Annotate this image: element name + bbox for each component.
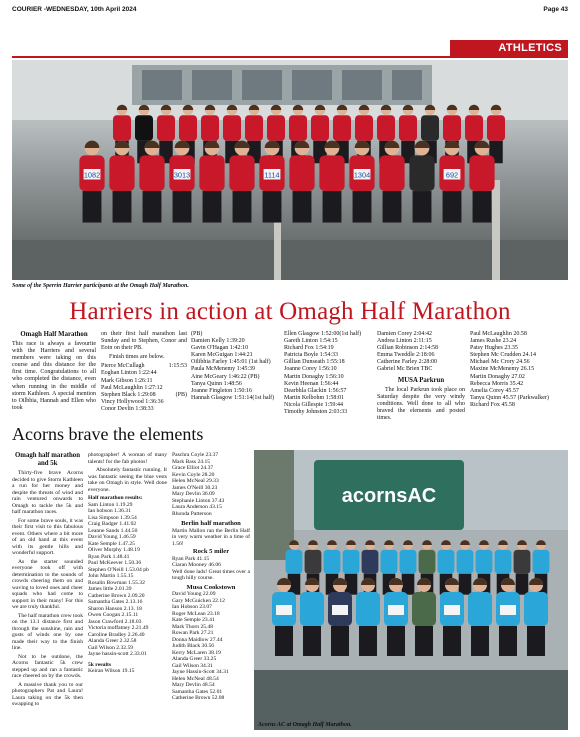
acorns-group-photo xyxy=(254,450,568,730)
runner-figure xyxy=(349,141,374,223)
results-list xyxy=(172,556,250,582)
runner-figure xyxy=(356,578,380,656)
result-line xyxy=(101,385,187,392)
result-line: Ian hobson 1.36.31 xyxy=(88,508,131,514)
result-line: David Young 1.46.59 xyxy=(88,534,136,540)
result-line: Martin Donaghy 27.02 xyxy=(470,373,525,380)
result-line: Stephen O'Neill 1.53.04 pb xyxy=(88,566,149,573)
result-line: James little 2.01.39 xyxy=(88,586,132,592)
result-line: Emma Tweddle 2:18:06 xyxy=(377,352,435,359)
section-rule xyxy=(12,56,568,58)
result-line: Jayne hassin-scott 2.33.01 xyxy=(88,651,147,657)
runner-figure xyxy=(300,578,324,656)
result-line: Hannah Glasgow 1:51:14(1st half) xyxy=(191,394,275,401)
result-line: John Martin 1.55.15 xyxy=(88,573,134,579)
result-line: Well done lads! Great times over a tough hilly course. xyxy=(172,568,250,581)
subhead-musa-cookstown: Musa Cookstown xyxy=(186,583,236,591)
results-list xyxy=(88,668,167,675)
results-list xyxy=(172,452,250,517)
page-header xyxy=(12,6,568,16)
results-list xyxy=(284,331,371,416)
section-label: ATHLETICS xyxy=(498,42,562,54)
result-line: Leanne Sands 1.44.50 xyxy=(88,527,138,534)
result-line: Nicola Gillespie 1:59:44 xyxy=(284,401,343,408)
result-line: Owen Coogan 2.15.11 xyxy=(88,612,139,618)
result-line: Michael Mc Crory 24.56 xyxy=(470,359,530,366)
race-bib-number: 1114 xyxy=(264,170,280,180)
result-line: Lisa Simpson 1.39.54 xyxy=(88,514,137,521)
result-line: Oliver Murphy 1.48.19 xyxy=(88,547,140,553)
result-line: Donna Maidlow 27.44 xyxy=(172,636,223,643)
result-line: Gabriel Mc Brien TBC xyxy=(377,366,433,373)
result-line: Gary McGuicken 22.12 xyxy=(172,597,225,604)
acorns-banner-text: acornsAC xyxy=(341,485,437,507)
article-paragraph: As the starter sounded everyone took off with determination to the sounds of crowds cheering them on and waving to loved ones and cheer squads who had come to support in their many! For this we are truly thankful. xyxy=(12,558,83,610)
subhead-rock-5: Rock 5 miler xyxy=(192,548,230,555)
acorns-paragraphs xyxy=(12,470,83,708)
result-line: Maxine McMenemy 26.15 xyxy=(470,366,535,373)
header-page-number: Page 43 xyxy=(543,6,568,13)
result-line: Samantha Gates 2.13.16 xyxy=(88,599,143,605)
result-line: Joanne Corey 1:56:10 xyxy=(284,366,337,373)
result-line: Caroline Bradley 2.26.40 xyxy=(88,631,145,638)
result-line: Keiran Wilson 19.15 xyxy=(88,668,135,674)
result-line: Damien Kelly 1:39:20 xyxy=(191,338,245,345)
result-line: Gavin O'Hagan 1:42:10 xyxy=(191,345,249,352)
result-line: Laura Anderson 43.15 xyxy=(172,504,222,510)
article-paragraph: Not to be outdone, the Acorns fantastic 5k crew stepped up and ran a fantastic race cheered on by the crowds. xyxy=(12,653,83,679)
result-line: Karen McGuigan 1:44:21 xyxy=(191,352,253,359)
result-line: Gillian Robinson 2:14:58 xyxy=(377,345,439,352)
result-line: Catherine Brown 52.08 xyxy=(172,695,225,701)
result-line: Samantha Gates 52.01 xyxy=(172,688,223,695)
result-text: Paul McLaughlin 1:27:12 xyxy=(101,384,163,391)
article-paragraph: Thirty-five brave Acorns decided to give Storm Kathleen a run for her money and despite the threats of wind and rain ventured onwards to Omagh to tackle the 5k and half marathon races. xyxy=(12,470,83,515)
acorns-col-1 xyxy=(12,452,83,710)
result-line: Patricia Boyle 1:54:33 xyxy=(284,352,338,359)
result-line: Roger McLean 23.18 xyxy=(172,610,220,617)
result-line: Gareth Linton 1:54:15 xyxy=(284,338,338,345)
article-paragraph: Martin Mallon ran the Berlin Half in very warm weather in a time of 1.56! xyxy=(172,527,250,547)
result-line: Kate Semple 23.41 xyxy=(172,617,215,623)
acorns-photo-caption: Acorns AC at Omagh Half Marathon. xyxy=(258,722,352,728)
result-line xyxy=(101,378,187,385)
result-line: Ian Hobson 23.07 xyxy=(172,604,212,610)
result-line: Kate Semple 1.47.25 xyxy=(88,540,135,547)
subhead-musa-parkrun: MUSA Parkrun xyxy=(397,376,445,384)
runner-figure xyxy=(109,141,134,223)
race-bib-number: 3013 xyxy=(173,170,191,180)
result-line xyxy=(101,406,187,413)
result-line: Victoria moffatney 2.21.49 xyxy=(88,625,149,631)
harriers-col-2 xyxy=(101,331,187,413)
result-line: Catherine Brown 2.09.20 xyxy=(88,592,145,599)
result-line: James Rushe 23.24 xyxy=(470,338,517,345)
runner-figure xyxy=(439,141,464,223)
result-line: Ellen Glasgow 1:52:00(1st half) xyxy=(284,331,362,337)
result-line: Alanda Greer 33.25 xyxy=(172,656,217,662)
result-line: Ryan Park 1.48.41 xyxy=(88,553,130,560)
result-line: Ciaran Mooney 46.06 xyxy=(172,562,221,568)
result-text: Stephen Black 1:29:08 xyxy=(101,391,156,398)
result-line: Martin Donaghy 1:56:10 xyxy=(284,373,344,380)
result-line: Mark Bass 24.15 xyxy=(172,458,211,465)
result-line: Patsy Hughes 23.35 xyxy=(470,345,518,352)
results-list xyxy=(470,331,568,409)
runner-figure xyxy=(457,540,474,595)
headline-acorns: Acorns brave the elements xyxy=(12,424,204,444)
results-list xyxy=(88,502,167,658)
article-paragraph: This race is always a favourite with the Harriers and several members were taking on this course and this distance for the first time. Congratulations to all who completed the distance, even when running in the middle of storm Kathleen. A special mention to Oilbhia, Hannah and Ellen who took xyxy=(12,341,96,411)
result-line: David Young 22.09 xyxy=(172,591,216,597)
result-line: Tanya Quinn 45.57 (Parkwalker) xyxy=(470,394,549,401)
result-line xyxy=(101,370,187,377)
result-line: Timothy Johnston 2:03:33 xyxy=(284,409,348,416)
result-line: Ryan Park 41.15 xyxy=(172,555,210,562)
result-line: Stephanie Linton 37.43 xyxy=(172,497,225,504)
result-line: Grace Elliot 24.37 xyxy=(172,465,214,471)
result-line: Dearbhla Glackin 1:56:57 xyxy=(284,387,347,394)
acorns-col-3 xyxy=(172,452,250,702)
harriers-col-3 xyxy=(191,331,279,402)
article-paragraph: Absolutely fantastic running. It was fantastic seeing the blue vests take on Omagh in style. Well done everyone. xyxy=(88,467,167,493)
result-line: Rosalin Bowman 1.55.32 xyxy=(88,579,145,586)
section-band xyxy=(450,40,568,56)
result-text: Conor Devlin 1:38:33 xyxy=(101,405,154,412)
article-paragraph: For some brave souls, it was their first visit to this fabulous event. Others where a bit more of an old hand at this event with its gentle hills and wonderful support. xyxy=(12,517,83,556)
subhead-omagh-half: Omagh Half Marathon xyxy=(20,331,88,338)
result-line: Catherine Farley 2:28:00 xyxy=(377,359,437,366)
results-list xyxy=(101,363,187,413)
result-line: Aine McGeary 1:46:22 (PB) xyxy=(191,373,260,380)
result-line: Helen McNeal 48.54 xyxy=(172,675,219,682)
result-line: Rhonda Patterson xyxy=(172,510,212,517)
result-line: Craig Badger 1.41.02 xyxy=(88,521,137,527)
results-list xyxy=(377,331,465,374)
result-line: Judith Black 30.56 xyxy=(172,643,215,649)
results-list xyxy=(191,331,279,402)
result-text: Vincy Hollywood 1:36:36 xyxy=(101,398,164,405)
result-line: Richard Fox 45.58 xyxy=(470,401,515,408)
result-line: Mary Devlin 48.54 xyxy=(172,682,215,688)
result-line: Amelia Corey 45.57 xyxy=(470,387,519,394)
result-line: Damien Corey 2:04:42 xyxy=(377,331,432,337)
article-paragraph: photographer! A woman of many talents! for the fab photos! xyxy=(88,452,167,465)
result-line: Sam Linton 1.19.29 xyxy=(88,501,133,508)
article-paragraph: on their first half marathon last Sunday and to Stephen, Conor and Eoin on their PB. xyxy=(101,331,187,352)
result-line: Sharon Hanson 2.13. 18 xyxy=(88,605,142,612)
result-line: Richard Fox 1:54:19 xyxy=(284,345,334,352)
result-line: Gillian Dunseath 1:55:18 xyxy=(284,359,345,366)
result-line: James O'Neill 30.23 xyxy=(172,484,218,491)
results-list xyxy=(172,591,250,702)
subhead-half-results: Half marathon results: xyxy=(88,495,143,501)
result-line: Alanda Greer 2.32.58 xyxy=(88,638,137,644)
result-line: Joanne Fingleton 1:50:16 xyxy=(191,387,252,394)
harriers-photo-art xyxy=(12,60,568,280)
harriers-col-1 xyxy=(12,331,96,414)
runner-figure xyxy=(79,141,104,223)
subhead-berlin: Berlin half marathon xyxy=(181,520,241,527)
result-text: Eoghan Linton 1:22:44 xyxy=(101,370,157,377)
harriers-col-6 xyxy=(470,331,568,409)
result-line: Andrea Linton 2:11:15 xyxy=(377,338,432,345)
harriers-group-photo xyxy=(12,60,568,280)
runner-figure xyxy=(514,540,531,595)
article-paragraph: A massive thank you to our photographers Pat and Laura! Laura taking on the 5k then swapping to xyxy=(12,681,83,707)
result-line: Kevin Heenan 1:56:44 xyxy=(284,380,339,387)
result-line: Kerry McLaren 38.19 xyxy=(172,649,221,656)
subhead-5k-results: 5k results xyxy=(88,661,112,668)
result-extra: (PB) xyxy=(175,391,187,398)
result-line: Rebecca Morris 35.42 xyxy=(470,380,524,387)
result-line: Tanya Quinn 1:48:56 xyxy=(191,380,242,387)
article-paragraph: The half marathon crew took on the 13.1 distance first and through the sunshine, rain and gusts of winds one by one made their way to the finish line. xyxy=(12,612,83,651)
result-line: (PB) xyxy=(191,331,203,337)
subhead-omagh-half-5k: Omagh half marathon and 5k xyxy=(15,452,80,467)
article-paragraph: The local Parkrun took place on Saturday despite the very windy conditions. Well done to all who braved the elements and posted times. xyxy=(377,386,465,421)
race-bib-number: 1304 xyxy=(353,170,371,180)
header-left: COURIER -WEDNESDAY, 10th April 2024 xyxy=(12,6,137,13)
result-line: Martin Kelbohm 1:58:01 xyxy=(284,394,344,401)
result-line: Mark Thorn 25.48 xyxy=(172,623,214,630)
result-line: Paula McMenemy 1:45:39 xyxy=(191,366,255,373)
race-bib-number: 692 xyxy=(445,170,459,180)
result-line: Oilibhia Farley 1:45:01 (1st half) xyxy=(191,359,271,366)
result-line: Gail Wilson 34.31 xyxy=(172,662,213,669)
harriers-col-5 xyxy=(377,331,465,424)
acorns-photo-art xyxy=(254,450,568,730)
result-line xyxy=(101,363,187,370)
result-extra: 1:15:53 xyxy=(168,363,187,370)
result-line: Jayne Hassin-Scott 34.31 xyxy=(172,669,229,675)
result-line: Paschra Coyle 23.37 xyxy=(172,452,219,458)
headline-harriers: Harriers in action at Omagh Half Marathon xyxy=(69,298,511,325)
result-line: Paul McKeever 1.50.36 xyxy=(88,560,142,566)
article-paragraph: Finish times are below. xyxy=(109,354,165,361)
result-line xyxy=(101,392,187,399)
result-line: Helen McNeal 29.33 xyxy=(172,478,219,484)
result-text: Pierce McCullagh xyxy=(101,363,145,370)
result-line: Stephen Mc Crudden 24.14 xyxy=(470,352,536,359)
acorns-col-2 xyxy=(88,452,167,675)
result-line: Paul McLaughlin 20.58 xyxy=(470,331,527,337)
harriers-photo-caption: Some of the Sperrin Harrier participants at the Omagh Half Marathon. xyxy=(12,283,189,289)
result-line: Mary Devlin 36.09 xyxy=(172,491,215,497)
result-line: Jason Crawford 2.18.03 xyxy=(88,618,142,625)
result-text: Mark Gibson 1:26:11 xyxy=(101,377,153,384)
result-line: Kevin Coyle 28.20 xyxy=(172,471,215,478)
runner-figure xyxy=(199,141,224,223)
race-bib-number: 1082 xyxy=(83,170,101,180)
result-line xyxy=(101,399,187,406)
harriers-col-4 xyxy=(284,331,371,416)
result-line: Rowan Park 27.21 xyxy=(172,630,214,636)
result-line: Gail Wilson 2.32.59 xyxy=(88,644,134,651)
